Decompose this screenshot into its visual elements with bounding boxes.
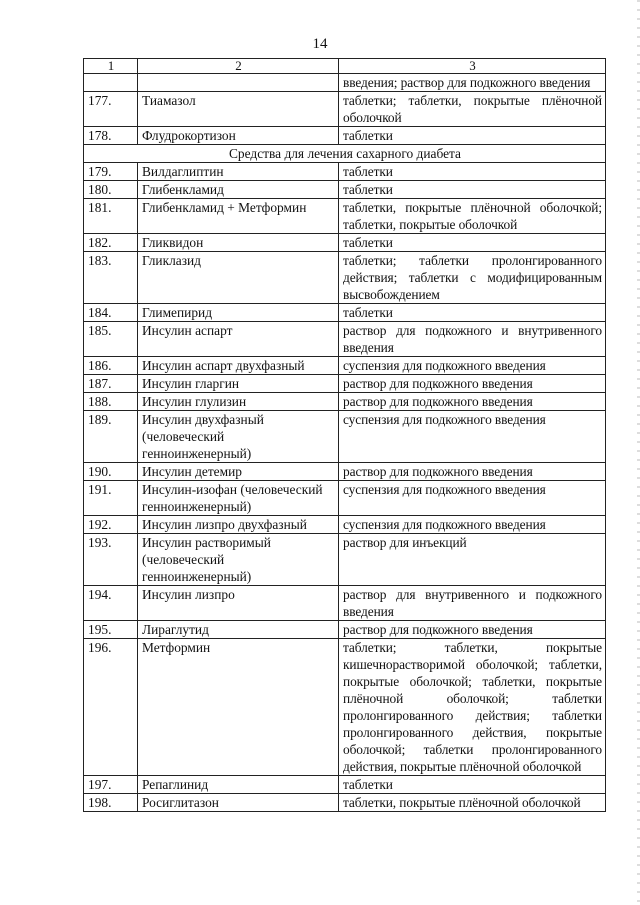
drug-name: Лираглутид: [138, 621, 339, 639]
dosage-form: введения; раствор для подкожного введения: [339, 74, 606, 92]
dosage-form: таблетки; таблетки пролонгированного действия; таблетки с модифицированным высвобождением: [339, 252, 606, 304]
dosage-form: суспензия для подкожного введения: [339, 516, 606, 534]
table-row: [84, 481, 606, 516]
table-row: [84, 92, 606, 127]
drug-name: Вилдаглиптин: [138, 163, 339, 181]
dosage-form: раствор для подкожного и внутривенного введения: [339, 322, 606, 357]
drug-name: Инсулин аспарт: [138, 322, 339, 357]
drug-name: Гликлазид: [138, 252, 339, 304]
dosage-form: таблетки: [339, 234, 606, 252]
drug-name: Инсулин двухфазный (человеческий генноинженерный): [138, 411, 339, 463]
table-row: [84, 411, 606, 463]
row-number: 184.: [84, 304, 138, 322]
table-row: [84, 74, 606, 92]
dosage-form: таблетки, покрытые плёночной оболочкой: [339, 794, 606, 812]
row-number: 194.: [84, 586, 138, 621]
drug-name: Инсулин лизпро двухфазный: [138, 516, 339, 534]
dosage-form: таблетки; таблетки, покрытые кишечнорастворимой оболочкой; таблетки, покрытые оболочкой; таблетки, покрытые плёночной оболочкой; таблетки пролонгированного действия; таблетки пролонгированного действия, покрытые оболочкой; таблетки пролонгированного действия, покрытые плёночной оболочкой: [339, 639, 606, 776]
drug-name: Глибенкламид: [138, 181, 339, 199]
dosage-form: суспензия для подкожного введения: [339, 411, 606, 463]
table-row: [84, 776, 606, 794]
drug-name: Инсулин лизпро: [138, 586, 339, 621]
drug-name: Инсулин глулизин: [138, 393, 339, 411]
row-number: 193.: [84, 534, 138, 586]
drug-name: Репаглинид: [138, 776, 339, 794]
table-row: [84, 181, 606, 199]
dosage-form: таблетки: [339, 304, 606, 322]
drug-table-body: [84, 59, 606, 812]
row-number: 187.: [84, 375, 138, 393]
table-row: [84, 199, 606, 234]
table-header-row: [84, 59, 606, 74]
row-number: 196.: [84, 639, 138, 776]
drug-name: Гликвидон: [138, 234, 339, 252]
row-number: 183.: [84, 252, 138, 304]
column-header-number: 1: [84, 59, 138, 74]
row-number: 191.: [84, 481, 138, 516]
table-row: [84, 534, 606, 586]
dosage-form: раствор для подкожного введения: [339, 621, 606, 639]
row-number: 178.: [84, 127, 138, 145]
dosage-form: раствор для инъекций: [339, 534, 606, 586]
row-number: 195.: [84, 621, 138, 639]
row-number: 179.: [84, 163, 138, 181]
table-row: [84, 163, 606, 181]
table-row: [84, 375, 606, 393]
column-header-name: 2: [138, 59, 339, 74]
table-row: [84, 357, 606, 375]
drug-name: Флудрокортизон: [138, 127, 339, 145]
row-number: 181.: [84, 199, 138, 234]
drug-name: Тиамазол: [138, 92, 339, 127]
table-row: [84, 794, 606, 812]
table-row: [84, 516, 606, 534]
dosage-form: раствор для подкожного введения: [339, 375, 606, 393]
table-row: [84, 621, 606, 639]
dosage-form: таблетки, покрытые плёночной оболочкой; таблетки, покрытые оболочкой: [339, 199, 606, 234]
table-row: [84, 252, 606, 304]
table-row: [84, 127, 606, 145]
drug-name: Инсулин аспарт двухфазный: [138, 357, 339, 375]
dosage-form: таблетки: [339, 163, 606, 181]
column-header-form: 3: [339, 59, 606, 74]
dosage-form: суспензия для подкожного введения: [339, 357, 606, 375]
row-number: 189.: [84, 411, 138, 463]
row-number: 197.: [84, 776, 138, 794]
row-number: 182.: [84, 234, 138, 252]
section-title: Средства для лечения сахарного диабета: [84, 145, 606, 163]
drug-name: Инсулин гларгин: [138, 375, 339, 393]
section-header-row: [84, 145, 606, 163]
row-number: 198.: [84, 794, 138, 812]
dosage-form: таблетки; таблетки, покрытые плёночной оболочкой: [339, 92, 606, 127]
table-row: [84, 322, 606, 357]
row-number: [84, 74, 138, 92]
page-number: 14: [312, 36, 328, 52]
row-number: 190.: [84, 463, 138, 481]
row-number: 186.: [84, 357, 138, 375]
drug-name: Росиглитазон: [138, 794, 339, 812]
drug-name: Глибенкламид + Метформин: [138, 199, 339, 234]
drug-name: Инсулин растворимый (человеческий генноинженерный): [138, 534, 339, 586]
dosage-form: суспензия для подкожного введения: [339, 481, 606, 516]
table-row: [84, 304, 606, 322]
drug-name: Инсулин-изофан (человеческий генноинженерный): [138, 481, 339, 516]
drug-name: Инсулин детемир: [138, 463, 339, 481]
row-number: 192.: [84, 516, 138, 534]
table-row: [84, 586, 606, 621]
row-number: 188.: [84, 393, 138, 411]
dosage-form: таблетки: [339, 776, 606, 794]
dosage-form: раствор для подкожного введения: [339, 393, 606, 411]
row-number: 180.: [84, 181, 138, 199]
drug-name: Глимепирид: [138, 304, 339, 322]
dosage-form: таблетки: [339, 181, 606, 199]
drug-name: Метформин: [138, 639, 339, 776]
dosage-form: таблетки: [339, 127, 606, 145]
table-row: [84, 639, 606, 776]
dosage-form: раствор для внутривенного и подкожного введения: [339, 586, 606, 621]
row-number: 177.: [84, 92, 138, 127]
table-row: [84, 393, 606, 411]
row-number: 185.: [84, 322, 138, 357]
table-row: [84, 234, 606, 252]
table-row: [84, 463, 606, 481]
drug-table: [83, 58, 606, 812]
drug-name: [138, 74, 339, 92]
dosage-form: раствор для подкожного введения: [339, 463, 606, 481]
